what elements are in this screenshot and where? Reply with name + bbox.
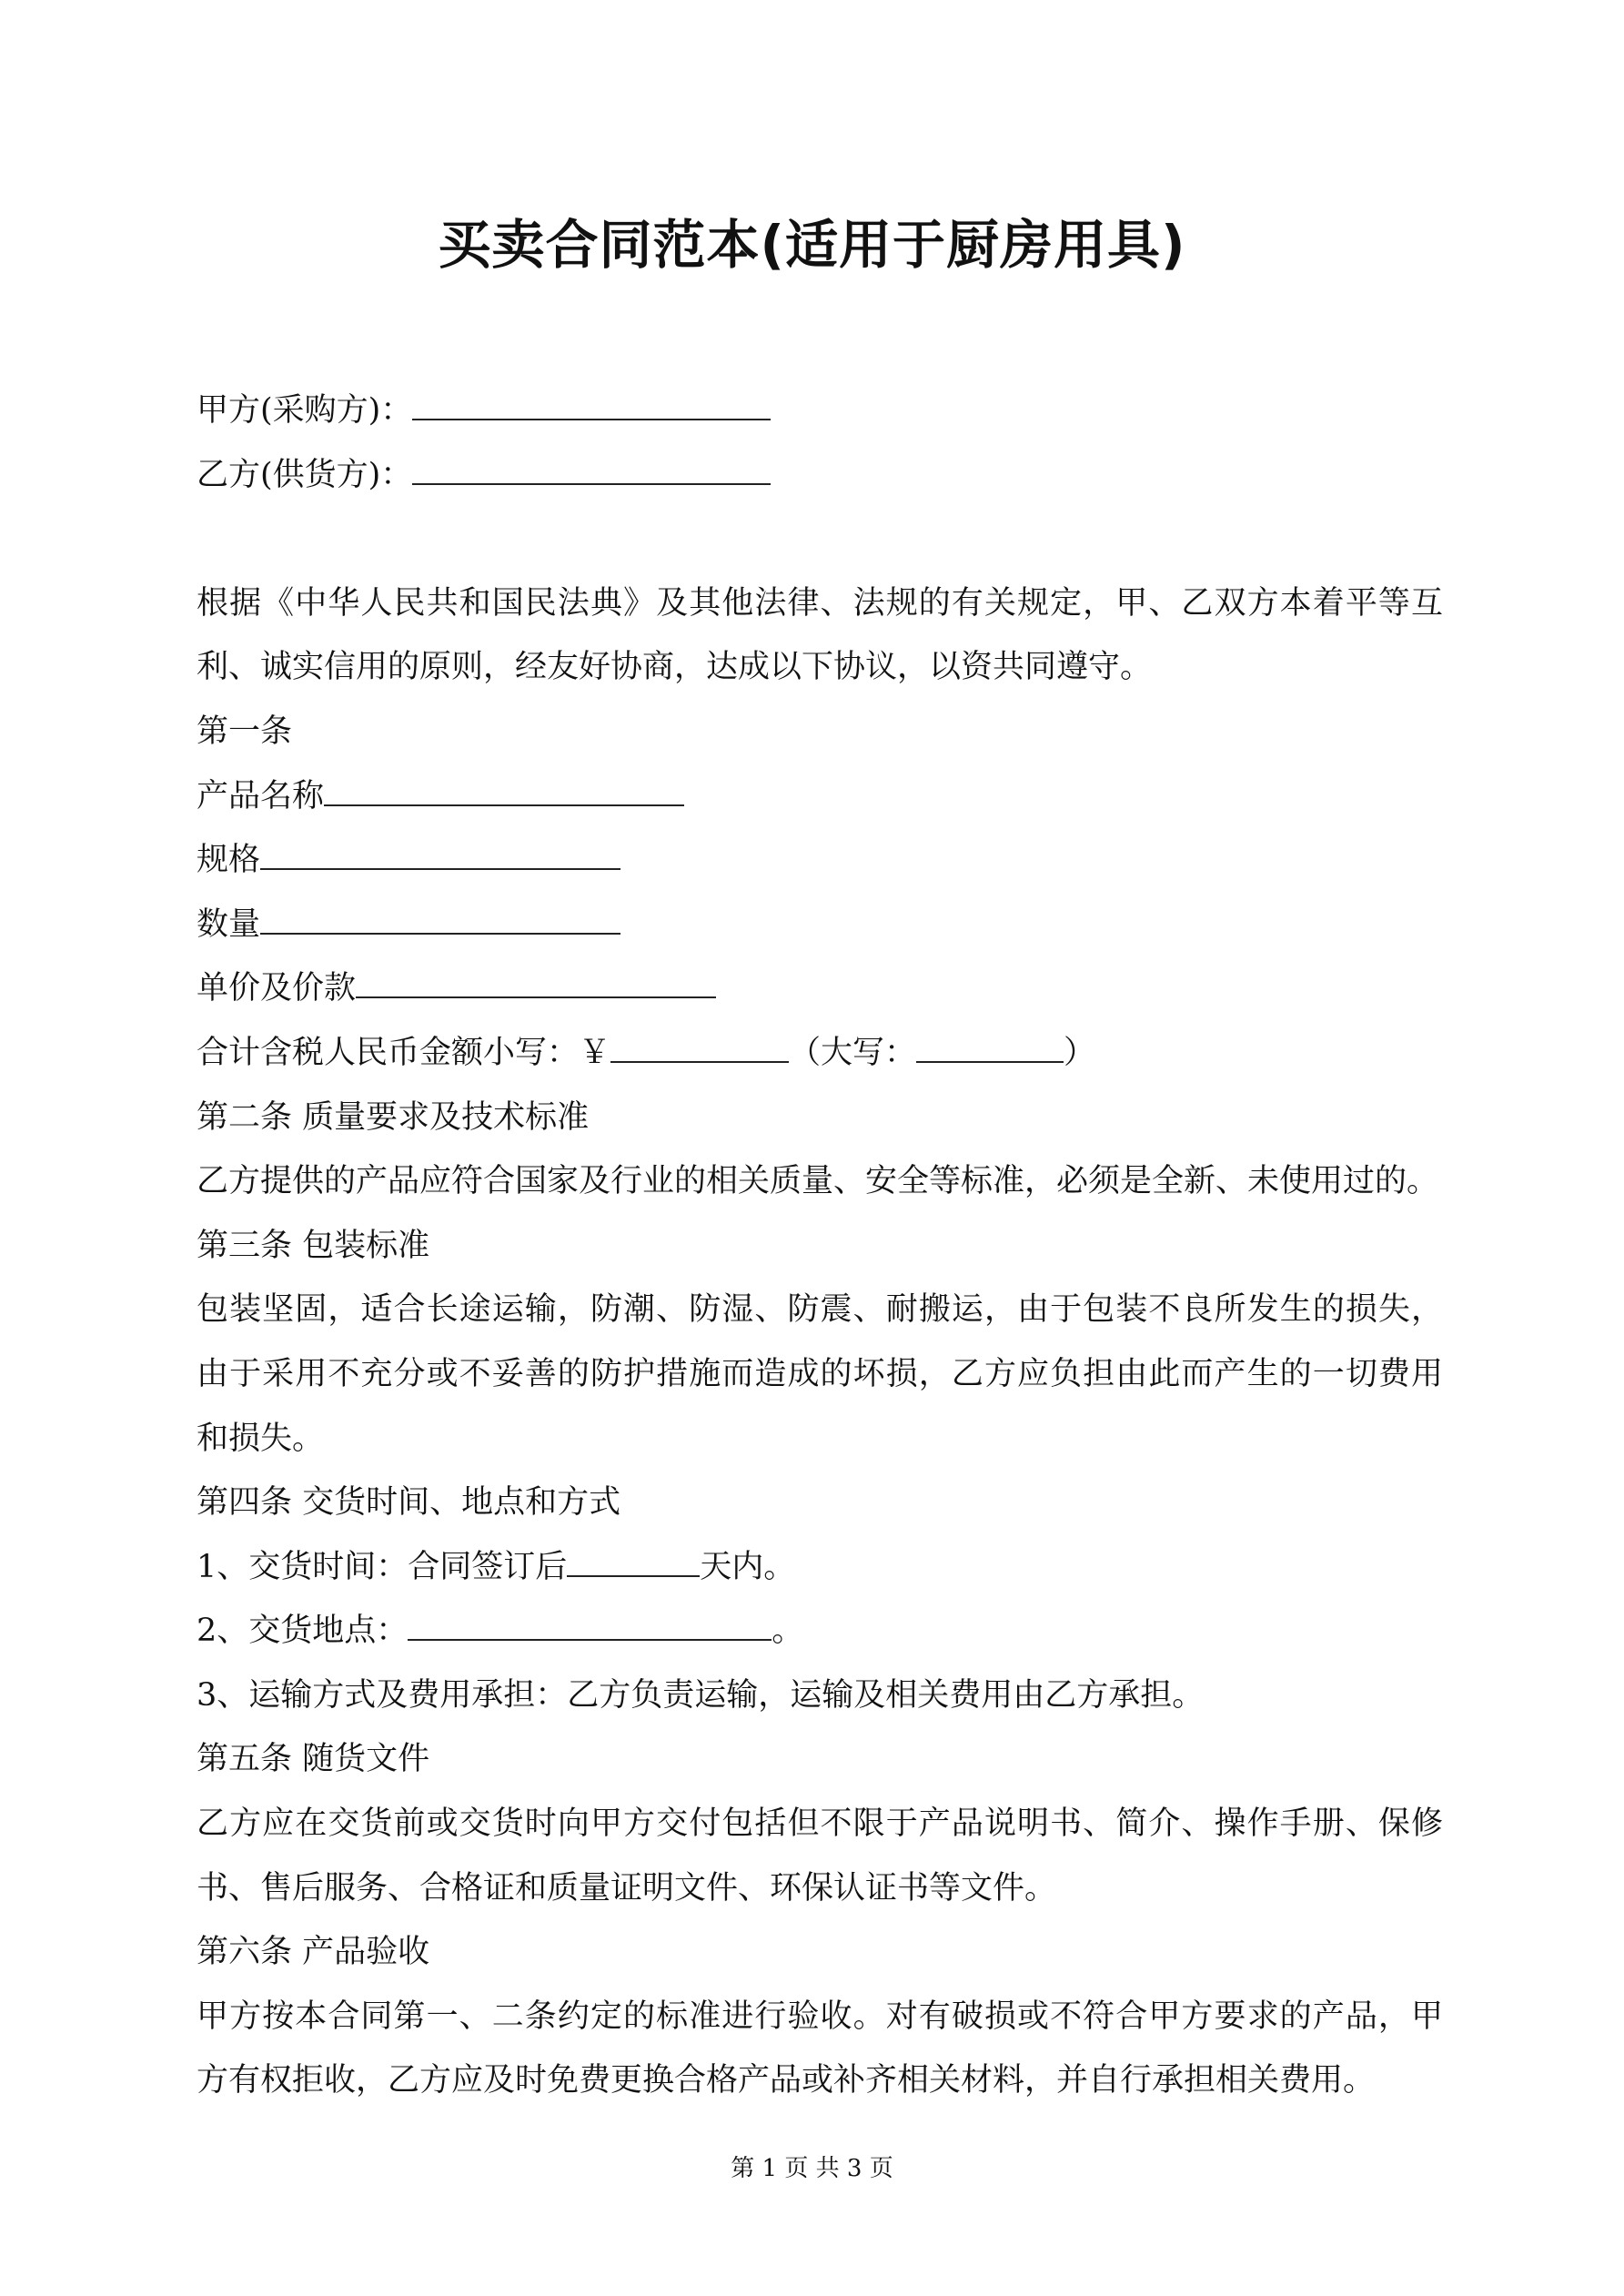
article-4-heading: 第四条 交货时间、地点和方式 [197,1484,621,1522]
preamble-line: 利、诚实信用的原则，经友好协商，达成以下协议，以资共同遵守。 [197,649,1153,686]
page-number: 第 1 页 共 3 页 [731,2155,893,2182]
total-lower-blank[interactable] [610,1034,789,1063]
spec-blank[interactable] [260,841,620,870]
party-b-label: 乙方(供货方)： [197,456,413,493]
article-2-text: 乙方提供的产品应符合国家及行业的相关质量、安全等标准，必须是全新、未使用过的。 [197,1163,1439,1200]
article-6-heading: 第六条 产品验收 [197,1934,430,1971]
quantity-blank[interactable] [260,905,620,935]
product-name-label: 产品名称 [197,777,325,814]
party-a-line [197,379,1443,443]
delivery-time-suffix: 天内。 [700,1548,796,1585]
article-3-line: 和损失。 [197,1420,325,1457]
delivery-place-line [197,1599,1443,1664]
close-paren: ） [1064,1034,1096,1071]
article-6-line: 方有权拒收，乙方应及时免费更换合格产品或补齐相关材料，并自行承担相关费用。 [197,2062,1376,2099]
spec-line [197,828,1443,893]
document-body [197,379,1443,2113]
article-5-heading: 第五条 随货文件 [197,1741,430,1778]
party-a-blank[interactable] [412,391,771,420]
party-b-line [197,443,1443,508]
article-1-heading: 第一条 [197,713,293,750]
delivery-place-suffix: 。 [772,1613,804,1650]
transport-line: 3、运输方式及费用承担：乙方负责运输，运输及相关费用由乙方承担。 [197,1676,1205,1714]
quantity-line [197,893,1443,957]
total-label: 合计含税人民币金额小写：￥ [197,1034,611,1071]
unit-price-line [197,956,1443,1021]
product-name-line [197,764,1443,829]
article-6-line: 甲方按本合同第一、二条约定的标准进行验收。对有破损或不符合甲方要求的产品，甲 [197,1998,1443,2035]
delivery-time-label: 1、交货时间：合同签订后 [197,1548,568,1585]
unit-price-blank[interactable] [356,969,716,998]
delivery-place-label: 2、交货地点： [197,1613,409,1650]
article-2-heading: 第二条 质量要求及技术标准 [197,1098,590,1136]
article-3-line: 由于采用不充分或不妥善的防护措施而造成的坏损，乙方应负担由此而产生的一切费用 [197,1355,1443,1392]
party-a-label: 甲方(采购方)： [197,392,413,429]
article-5-line: 乙方应在交货前或交货时向甲方交付包括但不限于产品说明书、简介、操作手册、保修 [197,1805,1443,1843]
delivery-time-line [197,1535,1443,1600]
document-title: 买卖合同范本(适用于厨房用具) [438,214,1186,276]
product-name-blank[interactable] [324,777,684,806]
article-3-heading: 第三条 包装标准 [197,1227,430,1264]
article-3-line: 包装坚固，适合长途运输，防潮、防湿、防震、耐搬运，由于包装不良所发生的损失， [197,1291,1443,1329]
delivery-place-blank[interactable] [408,1612,772,1641]
spec-label: 规格 [197,842,261,879]
preamble-line: 根据《中华人民共和国民法典》及其他法律、法规的有关规定，甲、乙双方本着平等互 [197,584,1443,622]
delivery-days-blank[interactable] [567,1548,700,1577]
article-5-line: 书、售后服务、合格证和质量证明文件、环保认证书等文件。 [197,1869,1057,1907]
party-b-blank[interactable] [412,456,771,485]
unit-price-label: 单价及价款 [197,970,357,1007]
total-upper-label: （大写： [789,1034,917,1071]
quantity-label: 数量 [197,905,261,943]
total-line [197,1021,1443,1086]
total-upper-blank[interactable] [916,1034,1064,1063]
